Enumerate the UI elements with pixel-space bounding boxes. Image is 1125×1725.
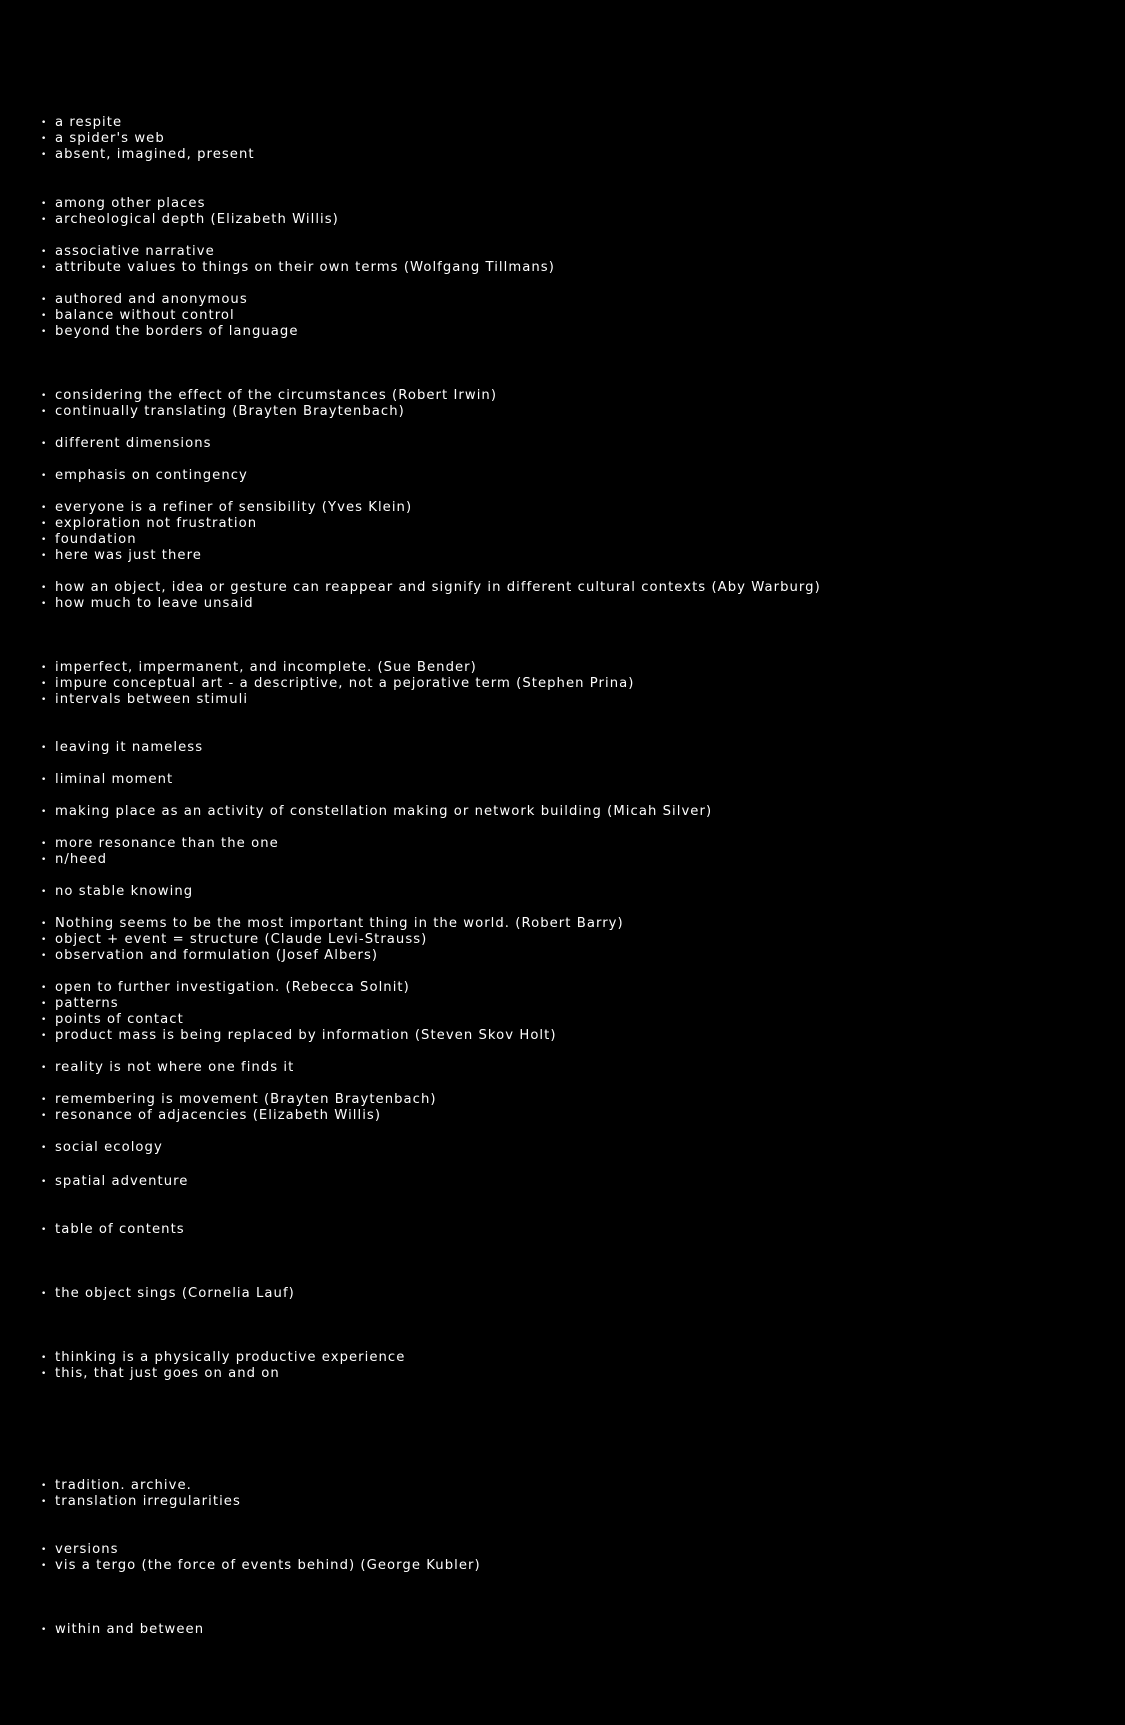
- list-item: • everyone is a refiner of sensibility (Yves Klein): [41, 500, 412, 516]
- list-item: • how much to leave unsaid: [41, 596, 254, 612]
- list-item: • social ecology: [41, 1140, 163, 1156]
- list-item: • exploration not frustration: [41, 516, 257, 532]
- list-item: • points of contact: [41, 1012, 184, 1028]
- list-item: • attribute values to things on their own terms (Wolfgang Tillmans): [41, 260, 555, 276]
- list-item: • beyond the borders of language: [41, 324, 299, 340]
- list-item: • balance without control: [41, 308, 235, 324]
- list-item: • absent, imagined, present: [41, 147, 255, 163]
- list-item: • object + event = structure (Claude Levi-Strauss): [41, 932, 427, 948]
- list-item: • spatial adventure: [41, 1174, 188, 1190]
- list-item: • no stable knowing: [41, 884, 193, 900]
- list-item: • emphasis on contingency: [41, 468, 248, 484]
- list-item: • remembering is movement (Brayten Braytenbach): [41, 1092, 437, 1108]
- list-item: • patterns: [41, 996, 119, 1012]
- list-item: • authored and anonymous: [41, 292, 248, 308]
- list-item: • among other places: [41, 196, 206, 212]
- list-item: • vis a tergo (the force of events behind) (George Kubler): [41, 1558, 481, 1574]
- list-item: • impure conceptual art - a descriptive, not a pejorative term (Stephen Prina): [41, 676, 634, 692]
- list-item: • thinking is a physically productive experience: [41, 1350, 405, 1366]
- list-item: • liminal moment: [41, 772, 173, 788]
- list-item: • resonance of adjacencies (Elizabeth Willis): [41, 1108, 381, 1124]
- list-item: • associative narrative: [41, 244, 215, 260]
- list-item: • imperfect, impermanent, and incomplete. (Sue Bender): [41, 660, 477, 676]
- list-item: • a respite: [41, 115, 122, 131]
- list-item: • continually translating (Brayten Braytenbach): [41, 404, 405, 420]
- list-item: • n/heed: [41, 852, 107, 868]
- list-item: • translation irregularities: [41, 1494, 241, 1510]
- list-item: • the object sings (Cornelia Lauf): [41, 1286, 295, 1302]
- list-item: • archeological depth (Elizabeth Willis): [41, 212, 339, 228]
- list-item: • how an object, idea or gesture can reappear and signify in different cultural contexts (Aby Warburg): [41, 580, 821, 596]
- list-item: • a spider's web: [41, 131, 165, 147]
- list-item: • intervals between stimuli: [41, 692, 248, 708]
- list-item: • reality is not where one finds it: [41, 1060, 294, 1076]
- list-item: • this, that just goes on and on: [41, 1366, 280, 1382]
- list-item: • product mass is being replaced by information (Steven Skov Holt): [41, 1028, 557, 1044]
- list-item: • within and between: [41, 1622, 204, 1638]
- list-item: • different dimensions: [41, 436, 212, 452]
- list-item: • making place as an activity of constellation making or network building (Micah Silver): [41, 804, 712, 820]
- list-item: • more resonance than the one: [41, 836, 279, 852]
- list-item: • Nothing seems to be the most important thing in the world. (Robert Barry): [41, 916, 624, 932]
- list-item: • leaving it nameless: [41, 740, 203, 756]
- list-item: • observation and formulation (Josef Albers): [41, 948, 378, 964]
- list-item: • open to further investigation. (Rebecca Solnit): [41, 980, 410, 996]
- list-item: • here was just there: [41, 548, 202, 564]
- list-item: • versions: [41, 1542, 119, 1558]
- list-item: • table of contents: [41, 1222, 185, 1238]
- list-item: • considering the effect of the circumstances (Robert Irwin): [41, 388, 497, 404]
- list-item: • tradition. archive.: [41, 1478, 192, 1494]
- list-item: • foundation: [41, 532, 137, 548]
